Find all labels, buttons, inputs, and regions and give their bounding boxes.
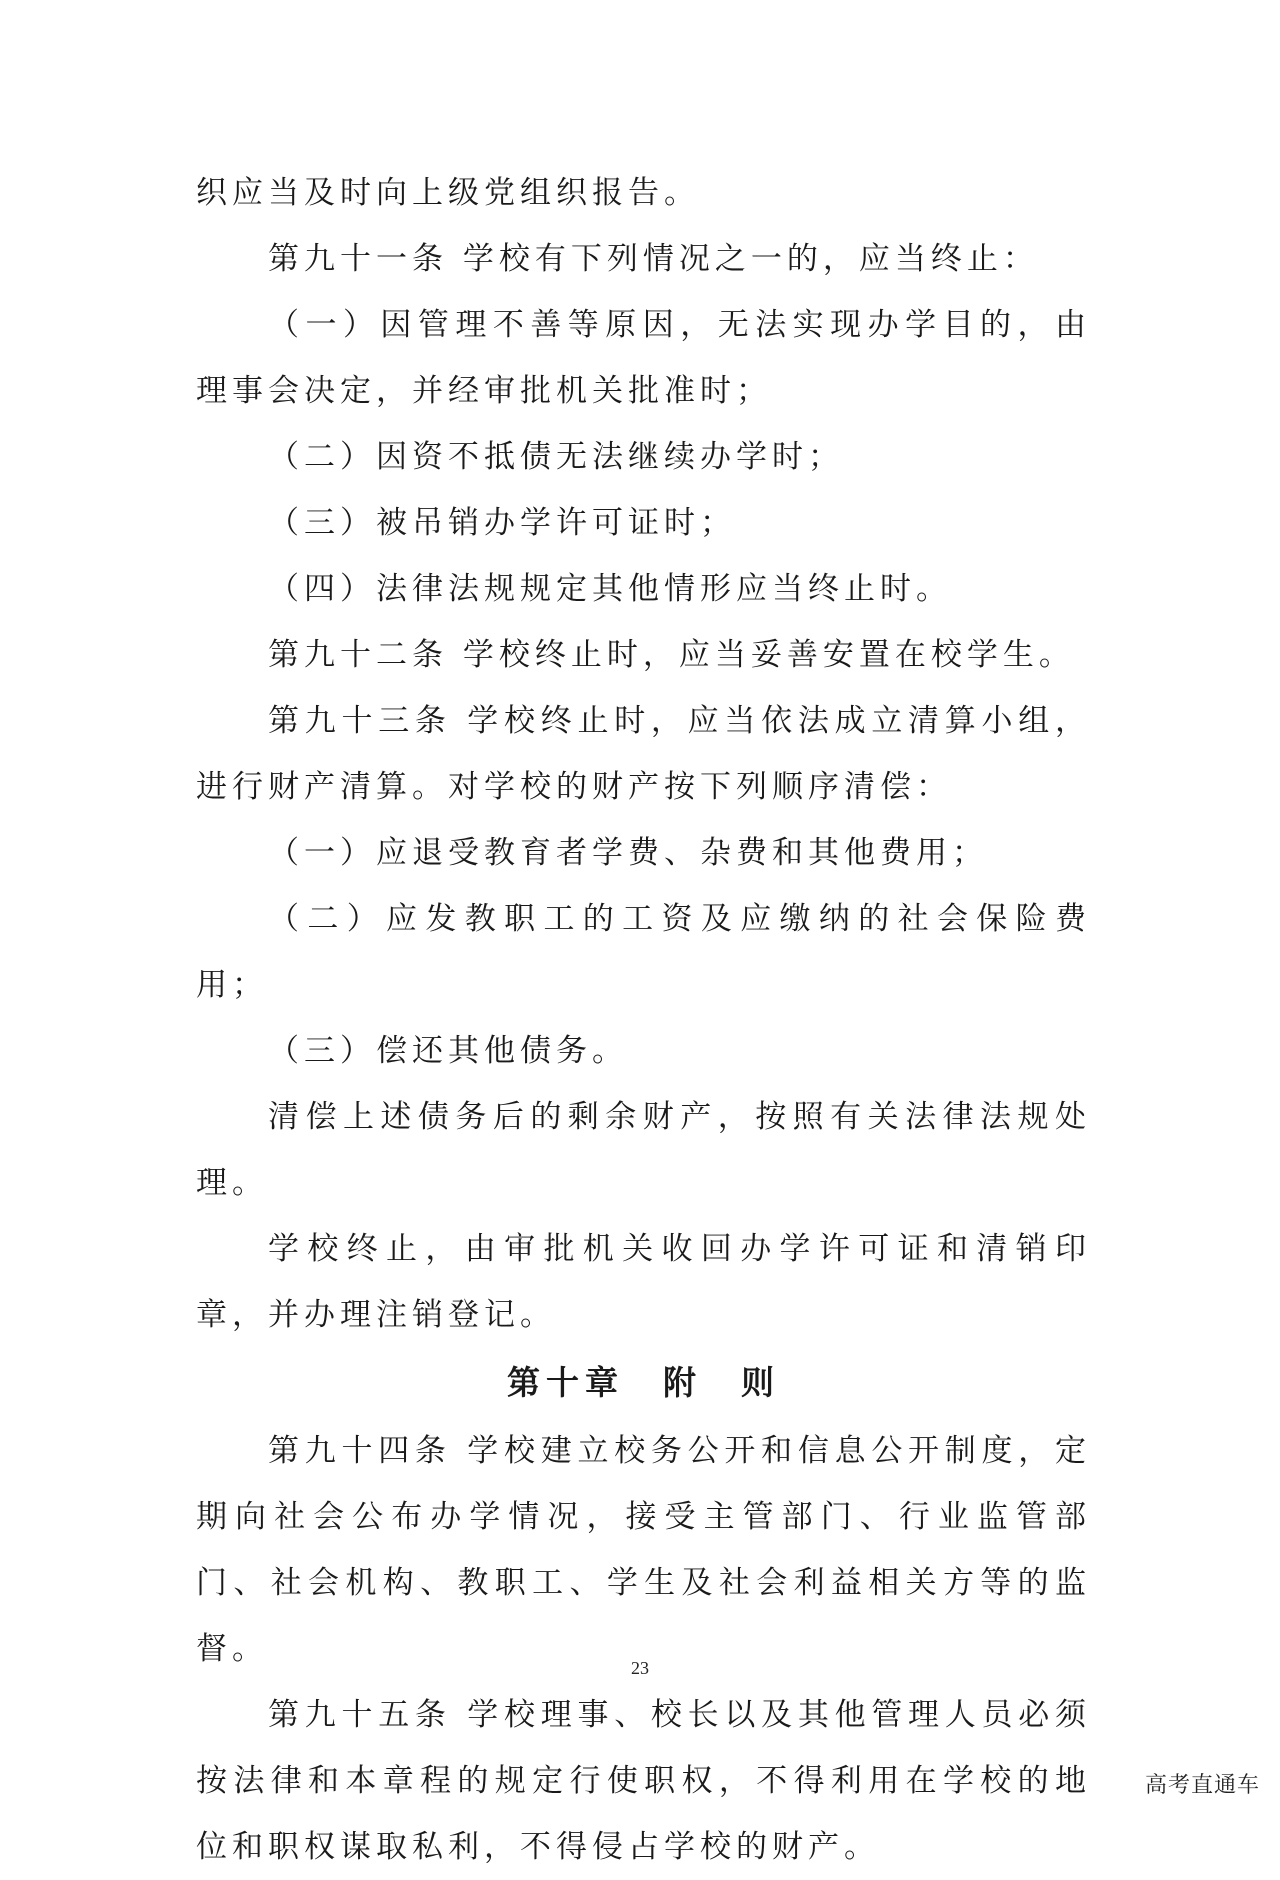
article-92: 第九十二条 学校终止时，应当妥善安置在校学生。 [268,637,1075,673]
article-91-item-2: （二）因资不抵债无法继续办学时； [268,439,844,475]
article-91: 第九十一条 学校有下列情况之一的，应当终止： [268,241,1039,277]
page-body [196,160,1091,1880]
article-93-remainder: 清偿上述债务后的剩余财产，按照有关法律法规处理。 [196,1099,1091,1201]
article-93: 第九十三条 学校终止时，应当依法成立清算小组，进行财产清算。对学校的财产按下列顺序清偿： [196,703,1091,805]
watermark-text: 高考直通车 [1144,1773,1260,1798]
article-93-closing: 学校终止，由审批机关收回办学许可证和清销印章，并办理注销登记。 [196,1231,1091,1333]
page-number: 23 [631,1658,649,1678]
article-94: 第九十四条 学校建立校务公开和信息公开制度，定期向社会公布办学情况，接受主管部门、行业监管部门、社会机构、教职工、学生及社会利益相关方等的监督。 [196,1433,1091,1667]
article-91-item-1: （一）因管理不善等原因，无法实现办学目的，由理事会决定，并经审批机关批准时； [196,307,1091,409]
paragraph-1: 织应当及时向上级党组织报告。 [196,175,700,211]
article-91-item-4: （四）法律法规规定其他情形应当终止时。 [268,571,952,607]
article-95: 第九十五条 学校理事、校长以及其他管理人员必须按法律和本章程的规定行使职权，不得利用在学校的地位和职权谋取私利，不得侵占学校的财产。 [196,1697,1091,1865]
article-91-item-3: （三）被吊销办学许可证时； [268,505,736,541]
article-93-item-1: （一）应退受教育者学费、杂费和其他费用； [268,835,988,871]
article-93-item-2: （二）应发教职工的工资及应缴纳的社会保险费用； [196,901,1091,1003]
article-93-item-3: （三）偿还其他债务。 [268,1033,628,1069]
chapter-heading: 第十章 附 则 [507,1363,780,1402]
